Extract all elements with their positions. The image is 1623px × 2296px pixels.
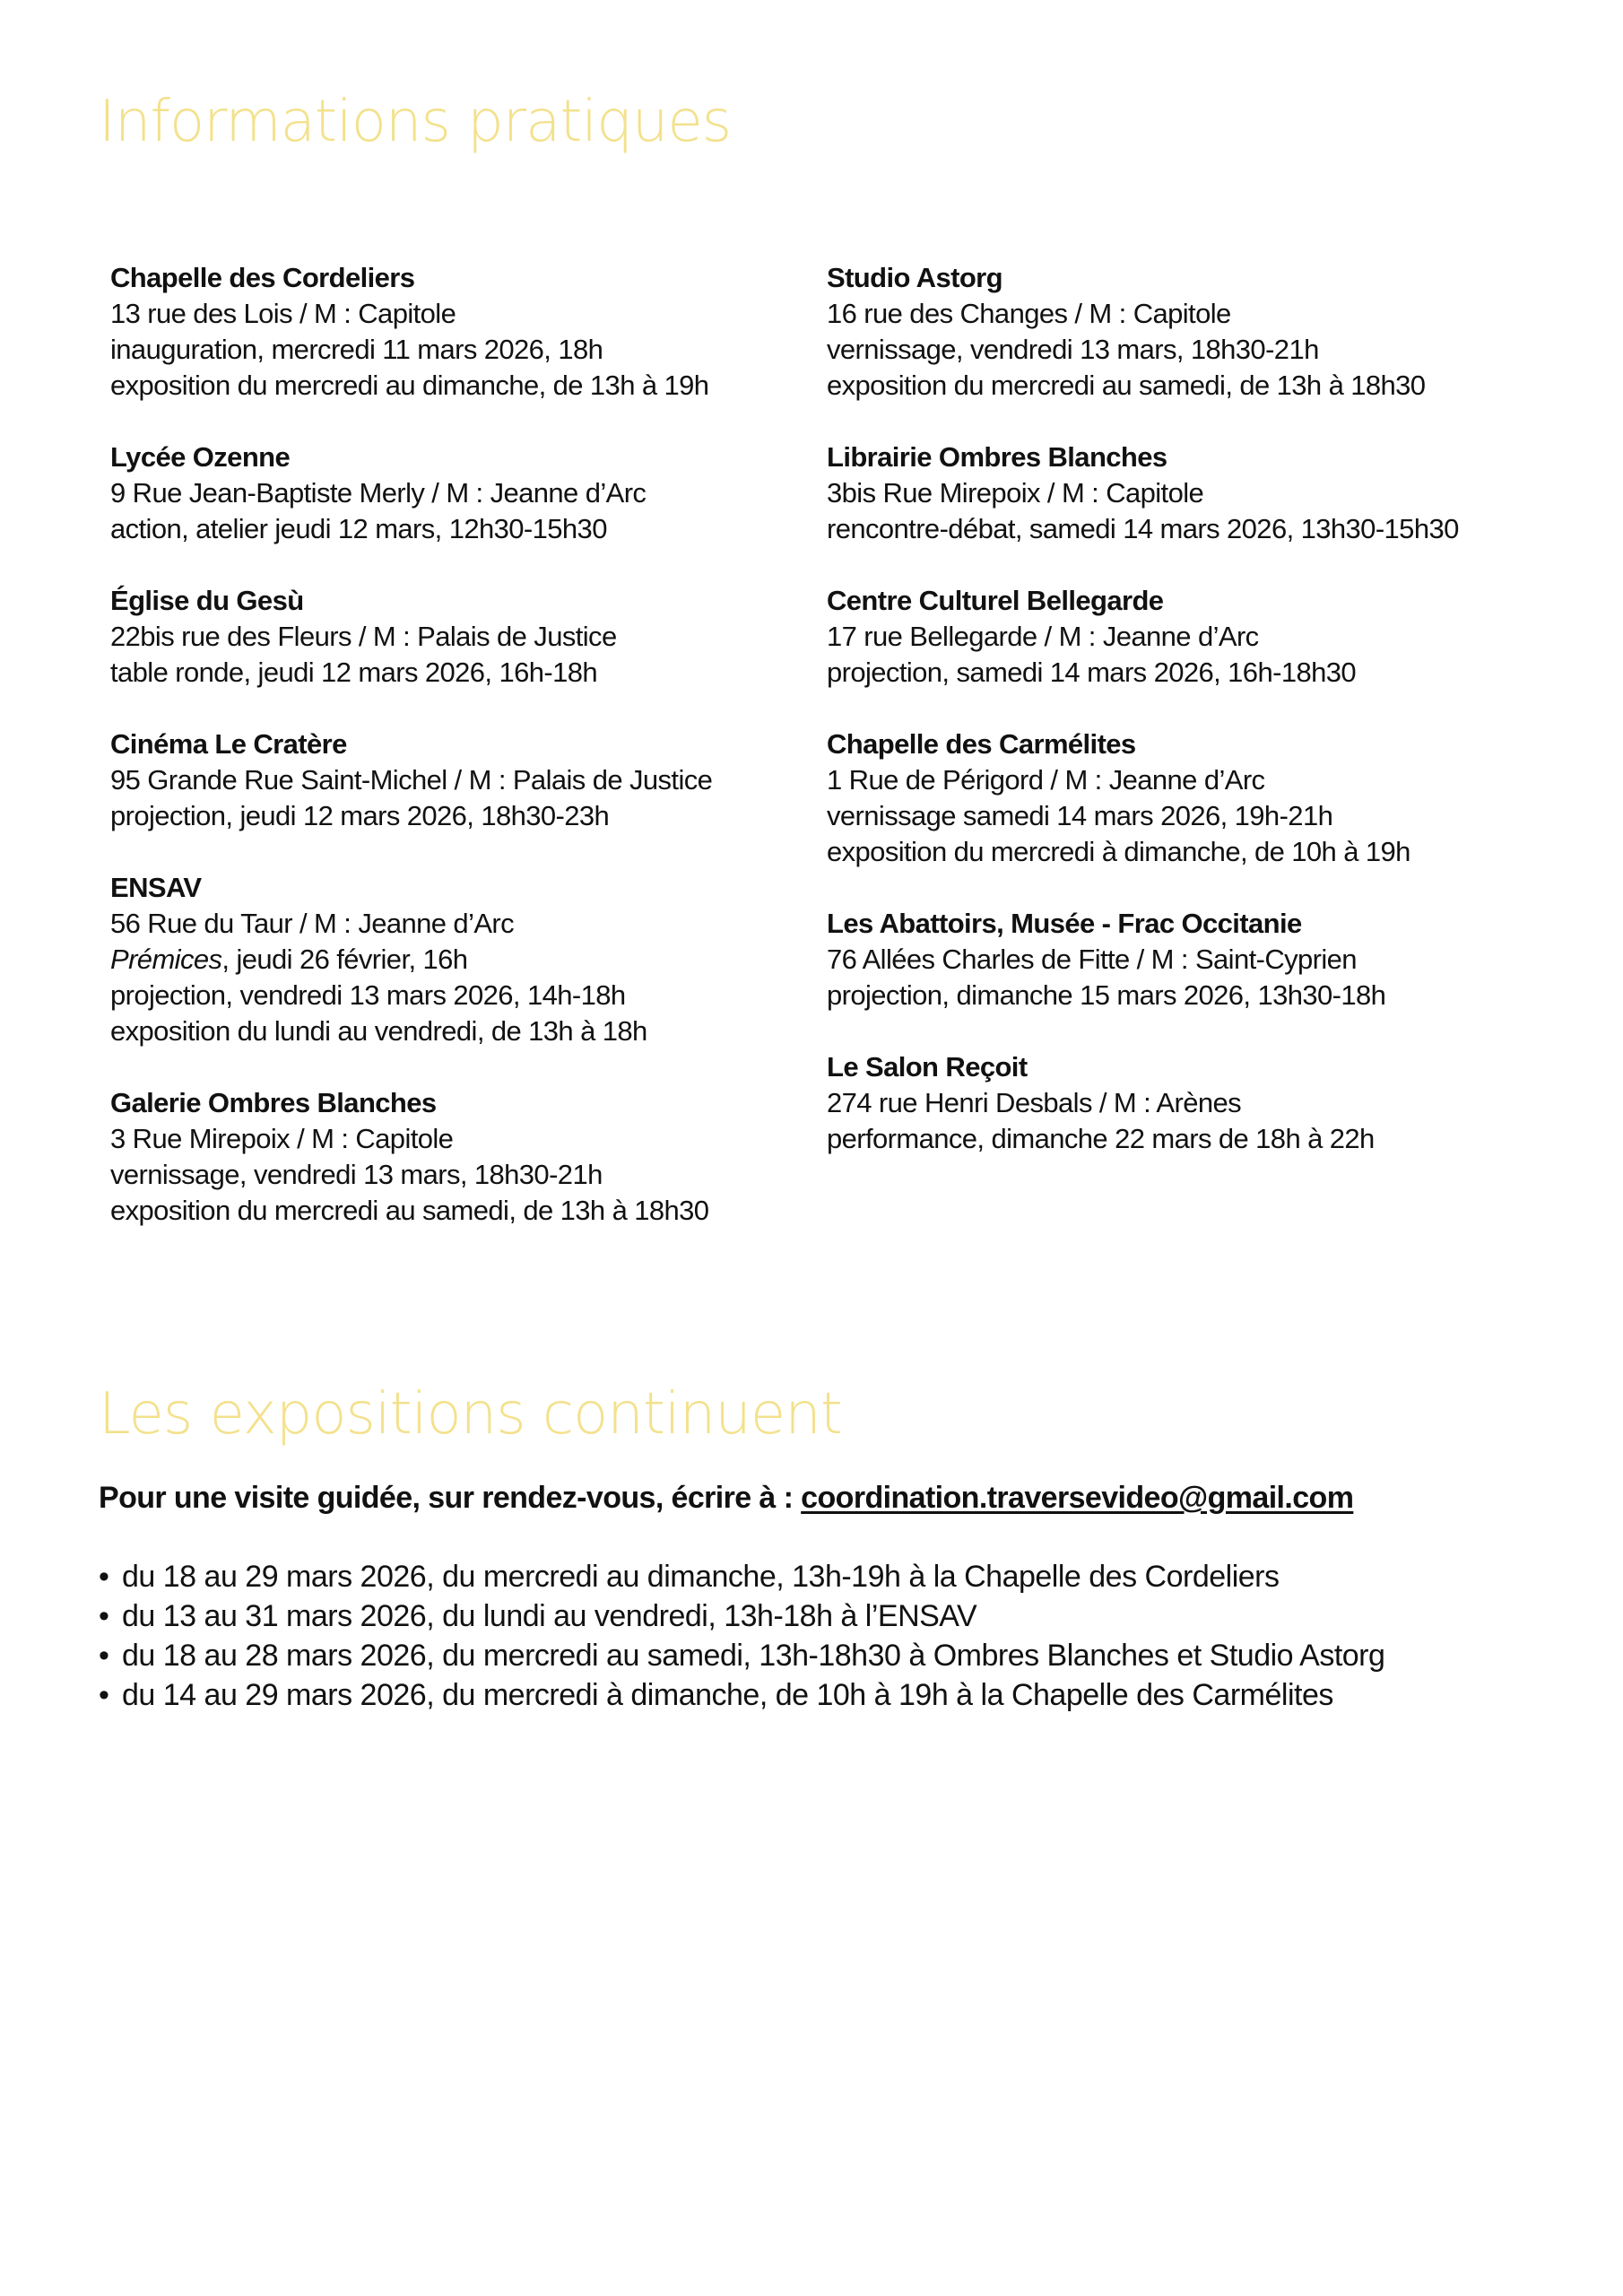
venue-name: Chapelle des Carmélites (827, 728, 1136, 760)
premices-date: jeudi 26 février, 16h (236, 944, 468, 975)
venue-eglise-du-gesu (110, 583, 819, 691)
venue-name: Chapelle des Cordeliers (110, 262, 415, 293)
bullet-icon: • (99, 1560, 109, 1594)
venue-centre-culturel-bellegarde (827, 583, 1535, 691)
venues-left-column (110, 260, 819, 1265)
venue-librairie-ombres-blanches (827, 439, 1535, 547)
guided-visit-notice (99, 1478, 1353, 1518)
venue-hours: exposition du mercredi à dimanche, de 10h à 19h (827, 836, 1410, 867)
exhibition-schedule-list (99, 1557, 1384, 1715)
venue-name: Centre Culturel Bellegarde (827, 585, 1164, 616)
venue-address: 3bis Rue Mirepoix / M : Capitole (827, 477, 1204, 509)
venue-les-abattoirs (827, 906, 1535, 1013)
venue-event: vernissage, vendredi 13 mars, 18h30-21h (110, 1159, 603, 1190)
venue-name: Studio Astorg (827, 262, 1002, 293)
schedule-text: du 14 au 29 mars 2026, du mercredi à dimanche, de 10h à 19h à la Chapelle des Carmélites (122, 1678, 1333, 1712)
schedule-item (99, 1596, 1384, 1636)
venue-event: rencontre-débat, samedi 14 mars 2026, 13h30-15h30 (827, 513, 1459, 544)
venue-address: 13 rue des Lois / M : Capitole (110, 298, 456, 329)
venue-address: 16 rue des Changes / M : Capitole (827, 298, 1231, 329)
venue-address: 1 Rue de Périgord / M : Jeanne d’Arc (827, 764, 1265, 796)
venue-address: 274 rue Henri Desbals / M : Arènes (827, 1087, 1242, 1118)
venue-event: vernissage, vendredi 13 mars, 18h30-21h (827, 334, 1319, 365)
venue-event: projection, samedi 14 mars 2026, 16h-18h30 (827, 657, 1357, 688)
venue-name: Lycée Ozenne (110, 441, 291, 473)
venue-name: ENSAV (110, 872, 202, 903)
venue-chapelle-des-cordeliers (110, 260, 819, 404)
section-title-les-expositions-continuent: Les expositions continuent (99, 1381, 842, 1448)
venue-hours: exposition du mercredi au samedi, de 13h à 18h30 (827, 370, 1426, 401)
contact-email-link[interactable]: coordination.traversevideo@gmail.com (801, 1481, 1354, 1515)
venue-name: Librairie Ombres Blanches (827, 441, 1167, 473)
schedule-text: du 18 au 28 mars 2026, du mercredi au samedi, 13h-18h30 à Ombres Blanches et Studio Astorg (122, 1639, 1385, 1673)
venue-event: projection, dimanche 15 mars 2026, 13h30-18h (827, 979, 1386, 1011)
venue-event: table ronde, jeudi 12 mars 2026, 16h-18h (110, 657, 598, 688)
bullet-icon: • (99, 1678, 109, 1712)
venue-address: 22bis rue des Fleurs / M : Palais de Justice (110, 621, 617, 652)
guided-visit-text: Pour une visite guidée, sur rendez-vous, écrire à : (99, 1481, 802, 1515)
venue-hours: exposition du lundi au vendredi, de 13h à 18h (110, 1015, 647, 1047)
venue-address: 3 Rue Mirepoix / M : Capitole (110, 1123, 454, 1154)
venue-name: Galerie Ombres Blanches (110, 1087, 437, 1118)
venue-event: inauguration, mercredi 11 mars 2026, 18h (110, 334, 603, 365)
schedule-item (99, 1675, 1384, 1715)
venue-le-salon-recoit (827, 1049, 1535, 1157)
schedule-item (99, 1557, 1384, 1596)
venue-name: Les Abattoirs, Musée - Frac Occitanie (827, 908, 1302, 939)
venue-address: 9 Rue Jean-Baptiste Merly / M : Jeanne d’Arc (110, 477, 647, 509)
venue-hours: exposition du mercredi au samedi, de 13h à 18h30 (110, 1195, 709, 1226)
schedule-text: du 13 au 31 mars 2026, du lundi au vendredi, 13h-18h à l’ENSAV (122, 1599, 977, 1633)
venue-name: Église du Gesù (110, 585, 304, 616)
schedule-text: du 18 au 29 mars 2026, du mercredi au dimanche, 13h-19h à la Chapelle des Cordeliers (122, 1560, 1280, 1594)
venue-address: 17 rue Bellegarde / M : Jeanne d’Arc (827, 621, 1259, 652)
bullet-icon: • (99, 1639, 109, 1673)
schedule-item (99, 1636, 1384, 1675)
venue-cinema-le-cratere (110, 726, 819, 834)
venue-galerie-ombres-blanches (110, 1085, 819, 1229)
venue-address: 95 Grande Rue Saint-Michel / M : Palais de Justice (110, 764, 713, 796)
venue-event: vernissage samedi 14 mars 2026, 19h-21h (827, 800, 1333, 831)
section-title-informations-pratiques: Informations pratiques (99, 89, 732, 155)
venue-name: Le Salon Reçoit (827, 1051, 1028, 1083)
venue-name: Cinéma Le Cratère (110, 728, 347, 760)
venue-hours: exposition du mercredi au dimanche, de 13h à 19h (110, 370, 709, 401)
venue-event: performance, dimanche 22 mars de 18h à 22h (827, 1123, 1375, 1154)
venue-lycee-ozenne (110, 439, 819, 547)
bullet-icon: • (99, 1599, 109, 1633)
venue-event: projection, vendredi 13 mars 2026, 14h-18h (110, 979, 626, 1011)
venue-chapelle-des-carmelites (827, 726, 1535, 870)
premices-title: Prémices (110, 944, 222, 975)
venues-right-column (827, 260, 1535, 1193)
venue-address: 56 Rue du Taur / M : Jeanne d’Arc (110, 908, 515, 939)
venue-address: 76 Allées Charles de Fitte / M : Saint-Cyprien (827, 944, 1357, 975)
venue-event: action, atelier jeudi 12 mars, 12h30-15h30 (110, 513, 607, 544)
venue-event: projection, jeudi 12 mars 2026, 18h30-23h (110, 800, 610, 831)
venue-event-premices: Prémices, jeudi 26 février, 16h (110, 944, 468, 975)
venue-studio-astorg (827, 260, 1535, 404)
venue-ensav (110, 870, 819, 1049)
